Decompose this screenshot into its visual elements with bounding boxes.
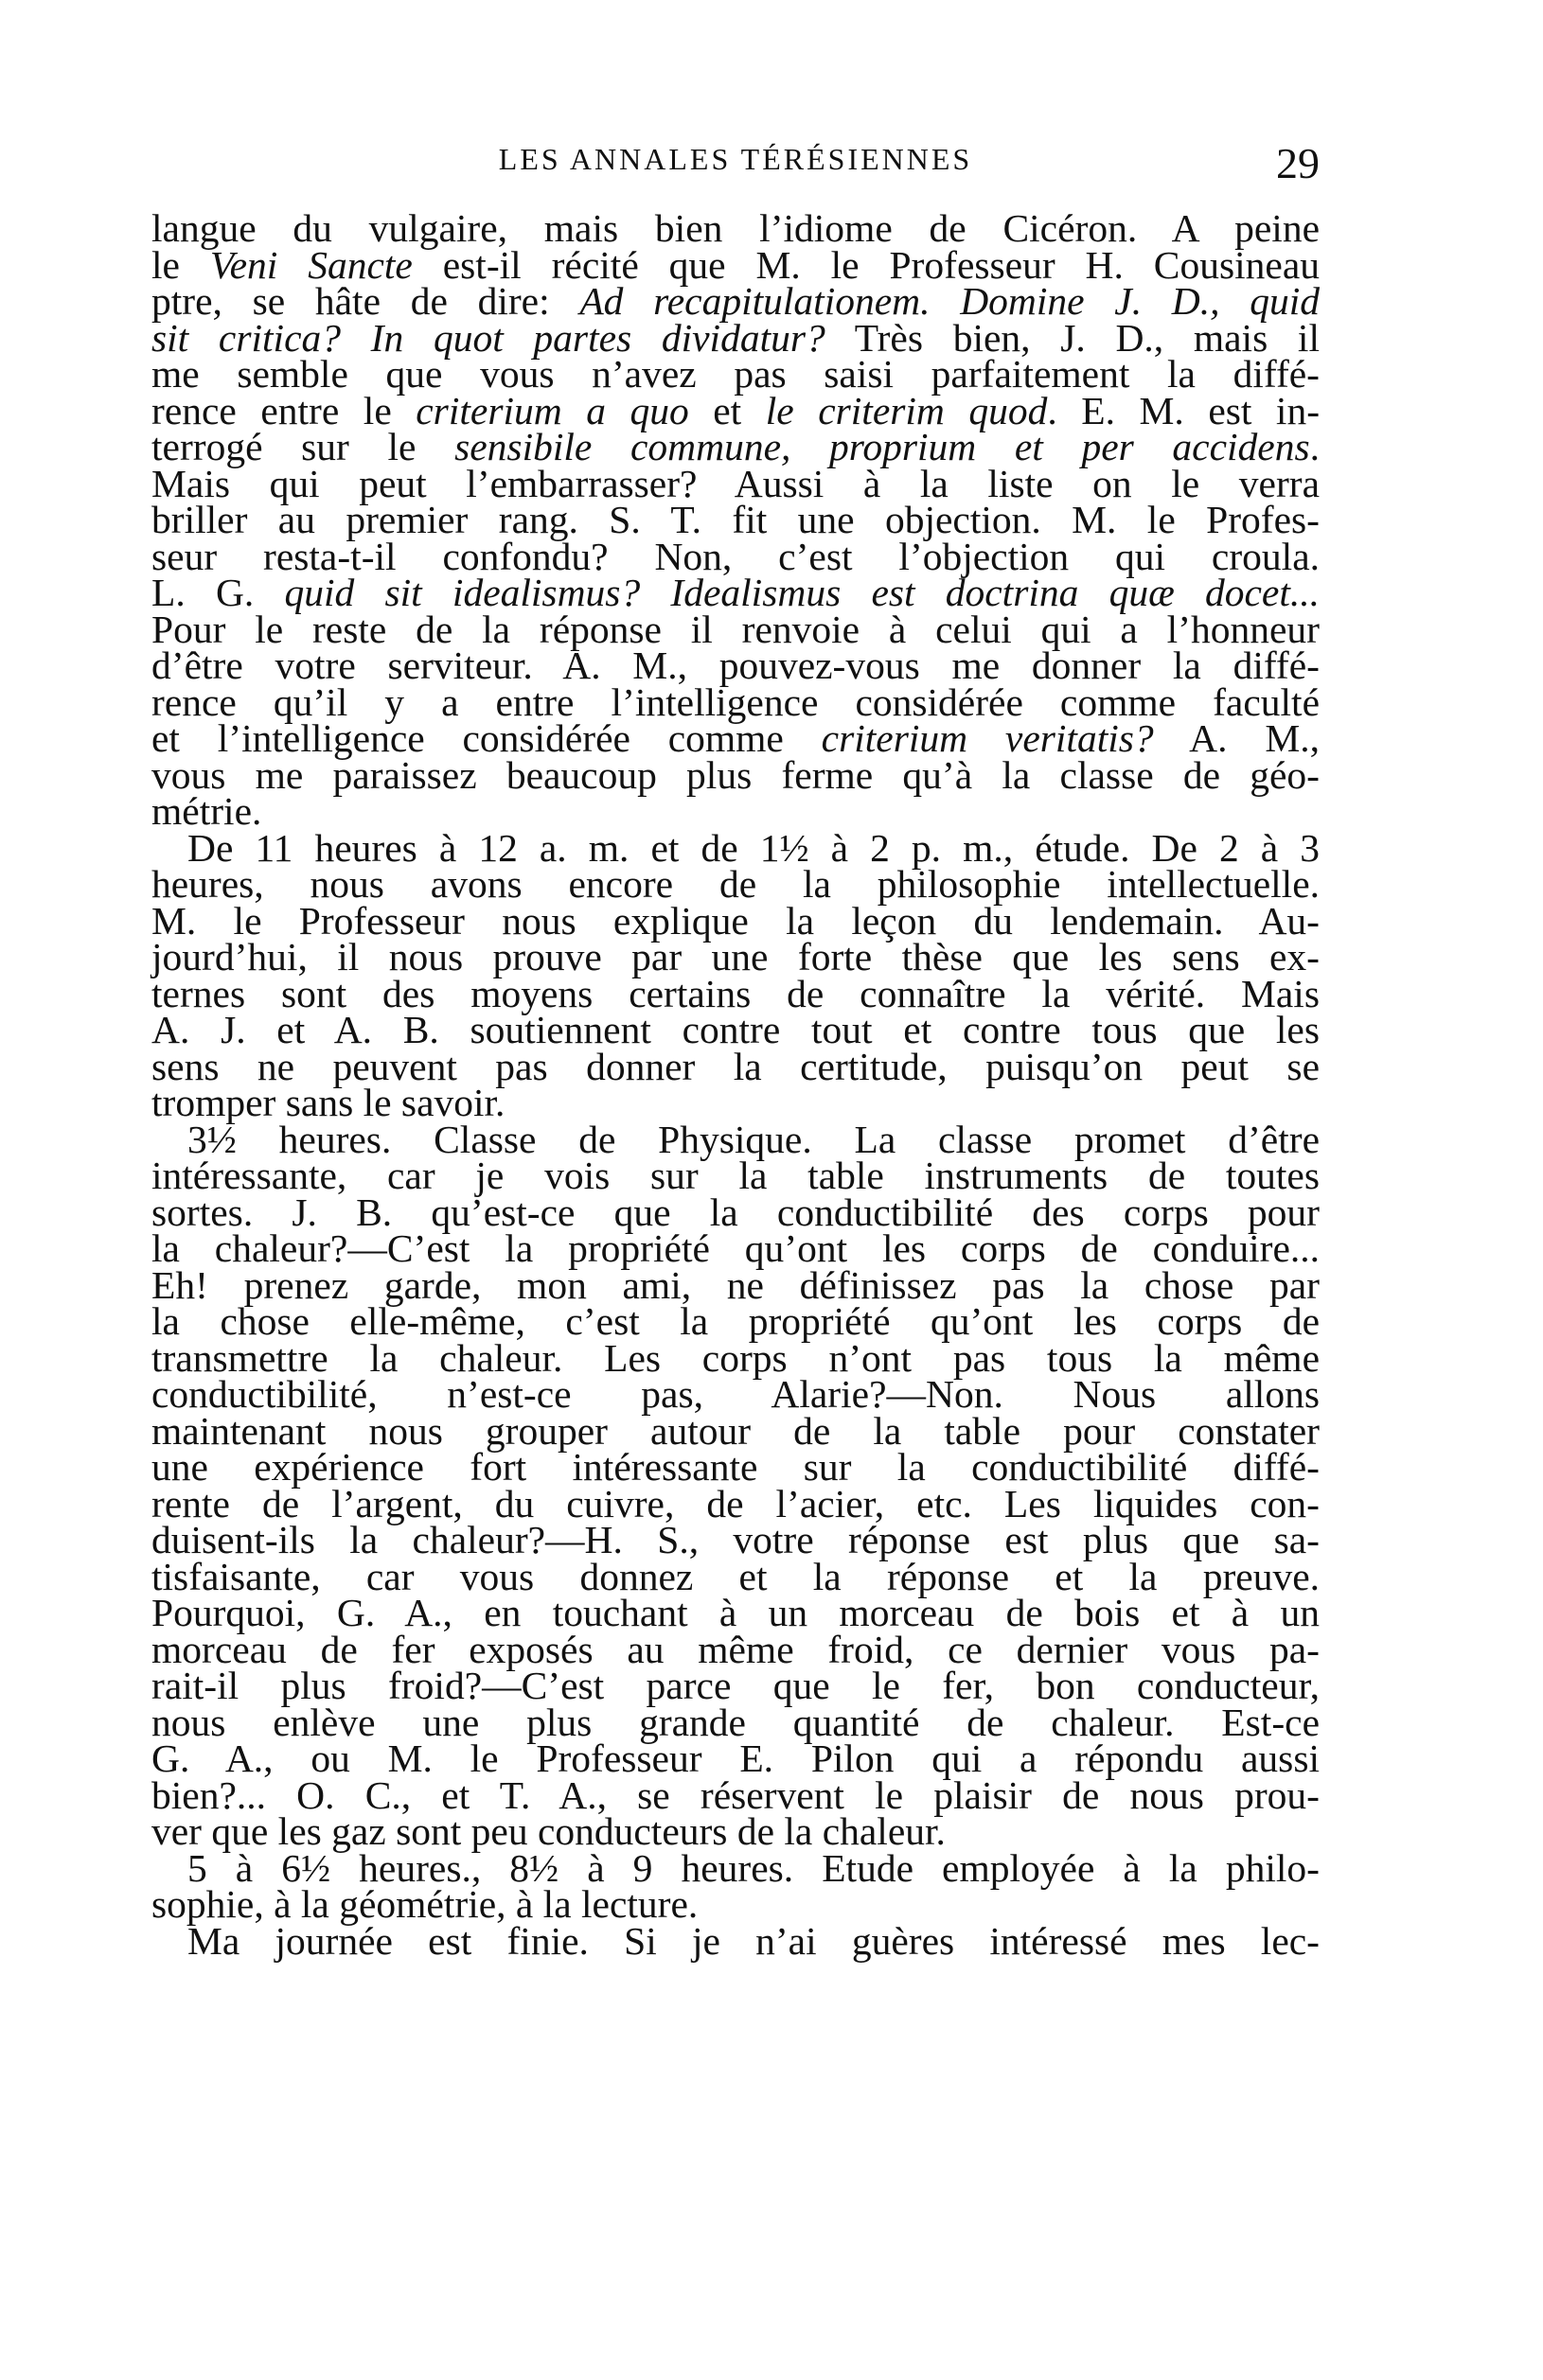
text-segment: rence entre le bbox=[151, 388, 417, 432]
text-line: 3½ heures. Classe de Physique. La classe promet d’être bbox=[187, 1117, 1320, 1161]
text-line bbox=[151, 571, 1320, 614]
text-line: vous me paraissez beaucoup plus ferme qu’à la classe de géo- bbox=[151, 752, 1320, 797]
text-line: tisfaisante, car vous donnez et la réponse et la preuve. bbox=[151, 1554, 1320, 1598]
text-line: Ma journée est finie. Si je n’ai guères intéressé mes lec- bbox=[187, 1918, 1320, 1963]
text-line: langue du vulgaire, mais bien l’idiome de Cicéron. A peine bbox=[151, 206, 1320, 250]
text-line: métrie. bbox=[151, 789, 262, 833]
text-line: d’être votre serviteur. A. M., pouvez-vous me donner la diffé- bbox=[151, 643, 1320, 687]
text-line: sens ne peuvent pas donner la certitude, puisqu’on peut se bbox=[151, 1044, 1320, 1088]
text-line: conductibilité, n’est-ce pas, Alarie?—Non. Nous allons bbox=[151, 1372, 1320, 1416]
text-line: la chose elle-même, c’est la propriété qu’ont les corps de bbox=[151, 1299, 1320, 1343]
text-line: heures, nous avons encore de la philosophie intellectuelle. bbox=[151, 862, 1320, 906]
text-line: duisent-ils la chaleur?—H. S., votre réponse est plus que sa- bbox=[151, 1518, 1320, 1561]
text-line: Pour le reste de la réponse il renvoie à celui qui a l’honneur bbox=[151, 607, 1320, 651]
italic-segment: Ad recapitulationem. Domine J. D., quid bbox=[579, 279, 1320, 323]
running-title: LES ANNALES TÉRÉSIENNES bbox=[498, 142, 973, 176]
text-line: bien?... O. C., et T. A., se réservent le plaisir de nous prou- bbox=[151, 1772, 1320, 1817]
text-line: tromper sans le savoir. bbox=[151, 1081, 505, 1124]
text-segment: et l’intelligence considérée comme bbox=[151, 716, 822, 760]
italic-segment: criterium a quo bbox=[416, 388, 689, 432]
text-line: Mais qui peut l’embarrasser? Aussi à la liste on le verra bbox=[151, 461, 1320, 505]
text-segment: ptre, se hâte de dire: bbox=[151, 279, 580, 323]
text-line: A. J. et A. B. soutiennent contre tout et contre tous que les bbox=[151, 1008, 1320, 1051]
text-line: Eh! prenez garde, mon ami, ne définissez pas la chose par bbox=[151, 1262, 1320, 1307]
text-segment: A. M., bbox=[1153, 716, 1320, 760]
text-line: ver que les gaz sont peu conducteurs de la chaleur. bbox=[151, 1809, 946, 1853]
text-segment: . bbox=[1309, 425, 1320, 468]
text-line: sortes. J. B. qu’est-ce que la conductibilité des corps pour bbox=[151, 1190, 1320, 1234]
text-segment: . E. M. est in- bbox=[1047, 388, 1321, 432]
text-line: De 11 heures à 12 a. m. et de 1½ à 2 p. m., étude. De 2 à 3 bbox=[187, 825, 1320, 870]
text-line: maintenant nous grouper autour de la table pour constater bbox=[151, 1408, 1320, 1453]
text-segment: terrogé sur le bbox=[151, 425, 455, 468]
text-segment: est-il récité que M. le Professeur H. Cousineau bbox=[412, 242, 1320, 287]
text-line: intéressante, car je vois sur la table instruments de toutes bbox=[151, 1154, 1320, 1197]
running-head bbox=[151, 138, 1320, 191]
italic-segment: sit critica? In quot partes dividatur? bbox=[151, 315, 825, 360]
italic-segment: le criterim quod bbox=[765, 388, 1048, 432]
text-line: nous enlève une plus grande quantité de chaleur. Est-ce bbox=[151, 1700, 1320, 1744]
italic-segment: quid sit idealismus? Idealismus est doctrina quæ docet... bbox=[284, 571, 1320, 614]
text-line: jourd’hui, il nous prouve par une forte thèse que les sens ex- bbox=[151, 935, 1320, 978]
body-text bbox=[151, 206, 1321, 1963]
text-line: rait-il plus froid?—C’est parce que le fer, bon conducteur, bbox=[151, 1664, 1320, 1707]
text-line: morceau de fer exposés au même froid, ce dernier vous pa- bbox=[151, 1627, 1320, 1671]
text-line bbox=[151, 279, 1320, 323]
text-line: transmettre la chaleur. Les corps n’ont pas tous la même bbox=[151, 1335, 1320, 1380]
text-line: rente de l’argent, du cuivre, de l’acier, etc. Les liquides con- bbox=[151, 1481, 1320, 1525]
text-line: la chaleur?—C’est la propriété qu’ont les corps de conduire... bbox=[151, 1226, 1320, 1270]
text-line: G. A., ou M. le Professeur E. Pilon qui a répondu aussi bbox=[151, 1737, 1320, 1780]
text-line bbox=[151, 242, 1320, 287]
text-line bbox=[151, 425, 1320, 468]
text-line bbox=[151, 315, 1320, 360]
text-segment: et bbox=[688, 388, 766, 432]
text-line: me semble que vous n’avez pas saisi parfaitement la diffé- bbox=[151, 352, 1320, 396]
text-line bbox=[151, 716, 1320, 760]
text-line: seur resta-t-il confondu? Non, c’est l’objection qui croula. bbox=[151, 534, 1320, 578]
text-line: 5 à 6½ heures., 8½ à 9 heures. Etude employée à la philo- bbox=[187, 1845, 1320, 1890]
italic-segment: criterium veritatis? bbox=[821, 716, 1154, 760]
text-line: Pourquoi, G. A., en touchant à un morceau de bois et à un bbox=[151, 1591, 1320, 1634]
text-line: briller au premier rang. S. T. fit une objection. M. le Profes- bbox=[151, 498, 1320, 541]
text-line: rence qu’il y a entre l’intelligence considérée comme faculté bbox=[151, 679, 1320, 724]
text-segment: le bbox=[151, 242, 210, 287]
text-line: ternes sont des moyens certains de connaître la vérité. Mais bbox=[151, 971, 1320, 1015]
text-segment: Très bien, J. D., mais il bbox=[825, 315, 1320, 360]
text-line: sophie, à la géométrie, à la lecture. bbox=[151, 1882, 699, 1926]
text-segment: L. G. bbox=[151, 571, 285, 614]
text-line: une expérience fort intéressante sur la conductibilité diffé- bbox=[151, 1445, 1320, 1489]
italic-segment: Veni Sancte bbox=[209, 242, 413, 287]
text-line bbox=[151, 388, 1321, 432]
italic-segment: sensibile commune, proprium et per accidens bbox=[454, 425, 1310, 468]
text-line: M. le Professeur nous explique la leçon du lendemain. Au- bbox=[151, 898, 1320, 943]
page-number: 29 bbox=[1276, 139, 1320, 187]
